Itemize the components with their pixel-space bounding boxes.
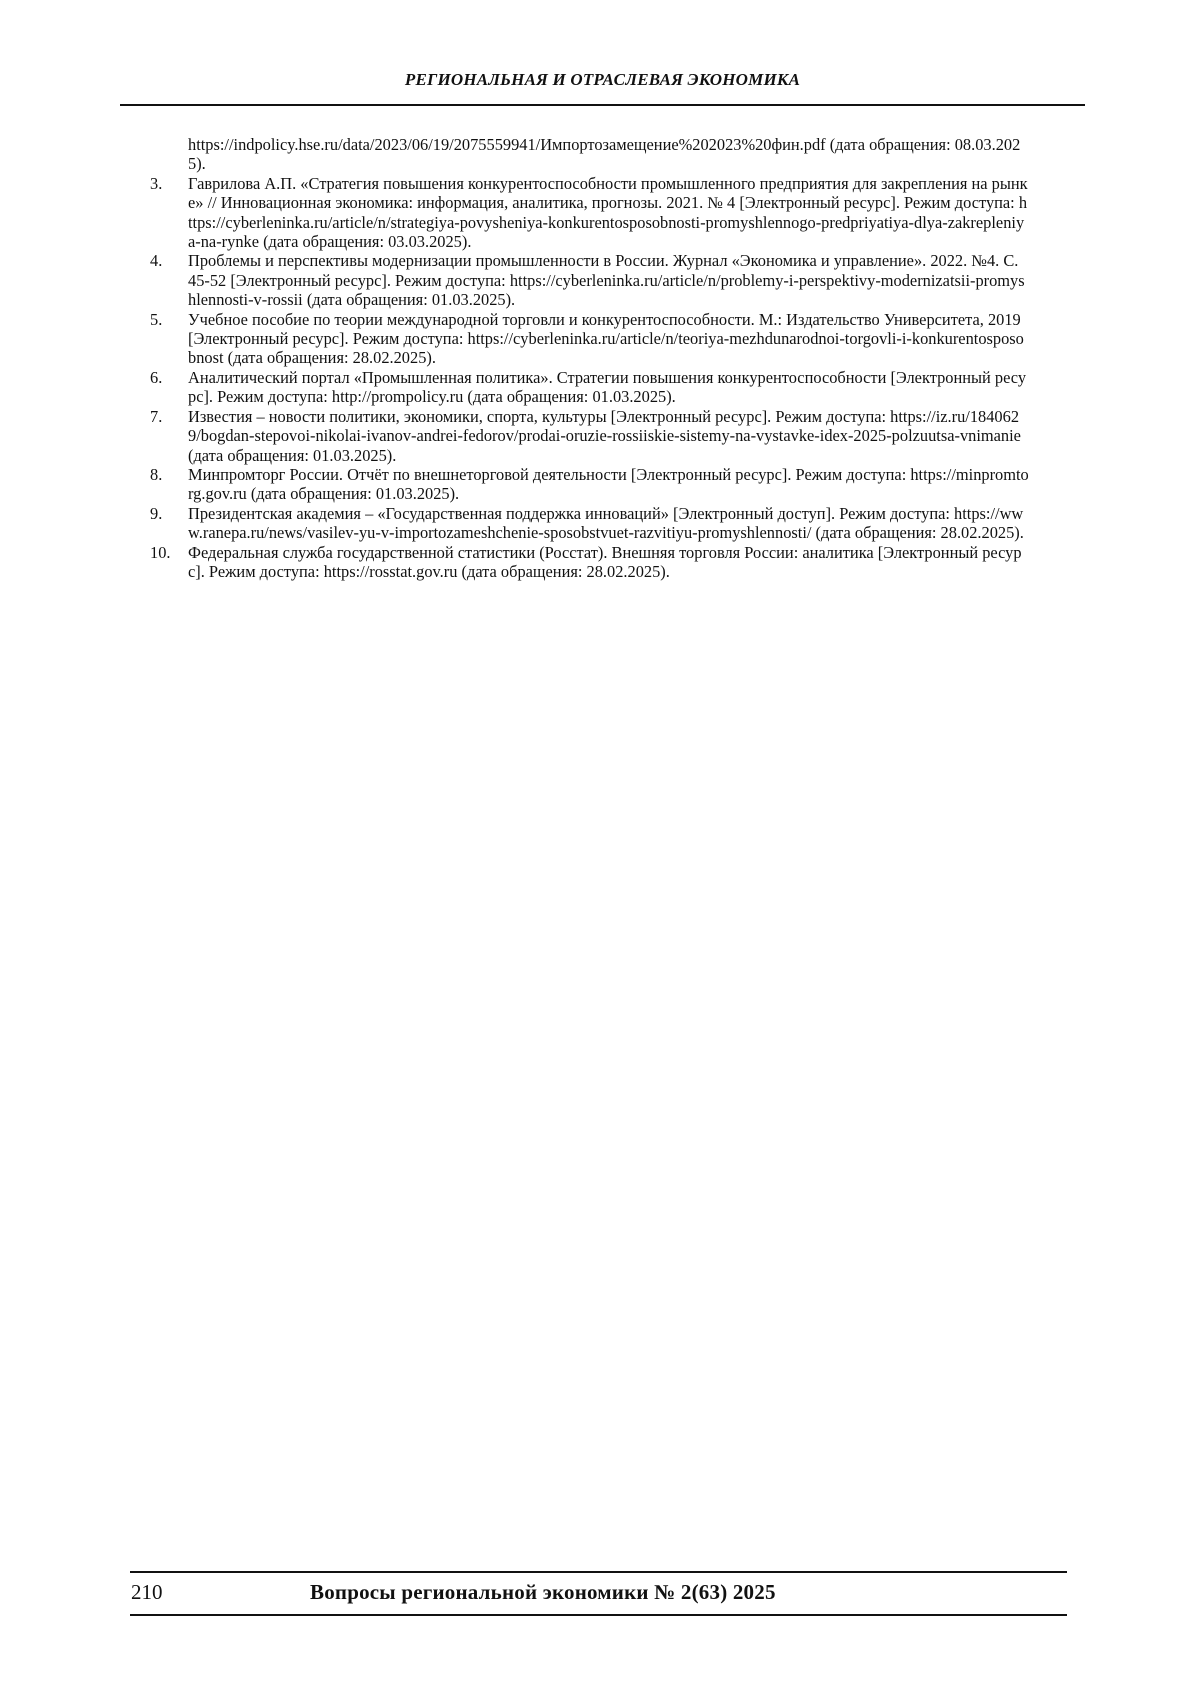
reference-number: 7. [150, 406, 163, 426]
reference-item [150, 251, 1030, 309]
reference-text: https://indpolicy.hse.ru/data/2023/06/19/2075559941/Импортозамещение%202023%20фин.pdf (дата обращения: 08.03.2025). [188, 135, 1021, 174]
reference-item [150, 174, 1030, 252]
reference-number: 10. [150, 542, 171, 562]
running-header-title: РЕГИОНАЛЬНАЯ И ОТРАСЛЕВАЯ ЭКОНОМИКА [404, 70, 801, 89]
reference-number: 5. [150, 309, 163, 329]
page-number: 210 [131, 1580, 163, 1604]
reference-item [150, 465, 1030, 504]
reference-item [150, 407, 1030, 465]
reference-number: 6. [150, 367, 163, 387]
reference-text: Проблемы и перспективы модернизации промышленности в России. Журнал «Экономика и управление». 2022. №4. С. 45-52 [Электронный ресурс]. Режим доступа: https://cyberleninka.ru/article/n/problemy-i-perspektivy-modernizatsii-promyshlennosti-v-rossii (дата обращения: 01.03.2025). [188, 251, 1025, 310]
footer-divider-top [130, 1571, 1067, 1573]
reference-text: Минпромторг России. Отчёт по внешнеторговой деятельности [Электронный ресурс]. Режим доступа: https://minpromtorg.gov.ru (дата обращения: 01.03.2025). [188, 464, 1029, 504]
reference-text: Гаврилова А.П. «Стратегия повышения конкурентоспособности промышленного предприятия для закрепления на рынке» // Инновационная экономика: информация, аналитика, прогнозы. 2021. № 4 [Электронный ресурс]. Режим доступа: https://cyberleninka.ru/article/n/strategiya-povysheniya-konkurentosposobnosti-promyshlennogo-predpriyatiya-dlya-zakrepleniya-na-rynke (дата обращения: 03.03.2025). [188, 173, 1028, 252]
reference-item [150, 543, 1030, 582]
reference-text: Аналитический портал «Промышленная политика». Стратегии повышения конкурентоспособности [Электронный ресурс]. Режим доступа: http://prompolicy.ru (дата обращения: 01.03.2025). [188, 367, 1027, 407]
reference-item [150, 504, 1030, 543]
reference-item [150, 310, 1030, 368]
journal-title: Вопросы региональной экономики № 2(63) 2025 [310, 1580, 776, 1604]
reference-text: Федеральная служба государственной статистики (Росстат). Внешняя торговля России: аналитика [Электронный ресурс]. Режим доступа: https://rosstat.gov.ru (дата обращения: 28.02.2025). [188, 542, 1022, 581]
header-divider [120, 104, 1085, 106]
reference-item-continuation [150, 135, 1030, 174]
footer-divider-bottom [130, 1614, 1067, 1616]
reference-text: Учебное пособие по теории международной торговли и конкурентоспособности. М.: Издательство Университета, 2019 [Электронный ресурс]. Режим доступа: https://cyberleninka.ru/article/n/teoriya-mezhdunarodnoi-torgovli-i-konkurentosposobnost (дата обращения: 28.02.2025). [188, 309, 1024, 368]
reference-number: 8. [150, 464, 163, 484]
reference-number: 4. [150, 251, 163, 271]
reference-number: 9. [150, 503, 163, 523]
reference-list [150, 135, 1030, 581]
reference-number: 3. [150, 173, 163, 193]
reference-text: Известия – новости политики, экономики, спорта, культуры [Электронный ресурс]. Режим доступа: https://iz.ru/1840629/bogdan-stepovoi-nikolai-ivanov-andrei-fedorov/prodai-oruzie-rossiiskie-sistemy-na-vystavke-idex-2025-polzuutsa-vnimanie (дата обращения: 01.03.2025). [188, 406, 1021, 465]
reference-text: Президентская академия – «Государственная поддержка инноваций» [Электронный доступ]. Режим доступа: https://www.ranepa.ru/news/vasilev-yu-v-importozameshchenie-sposobstvuet-razvitiyu-promyshlennosti/ (дата обращения: 28.02.2025). [188, 503, 1024, 543]
reference-item [150, 368, 1030, 407]
